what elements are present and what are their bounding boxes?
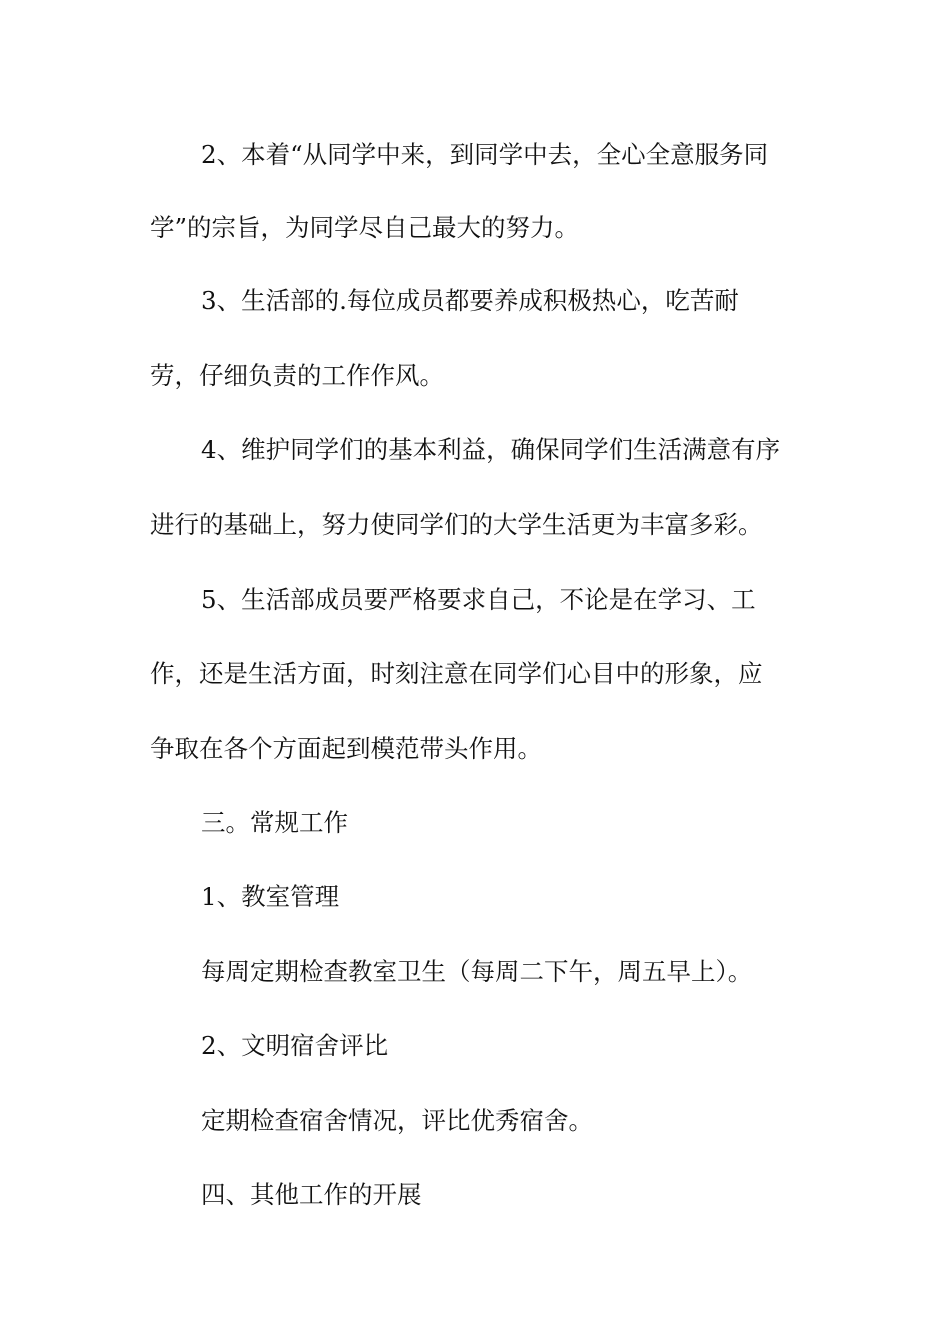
section-heading: 四、其他工作的开展: [201, 1180, 422, 1209]
subsection-heading: 2、文明宿舍评比: [201, 1031, 389, 1060]
paragraph-line: 学”的宗旨，为同学尽自己最大的努力。: [150, 213, 580, 242]
paragraph-line: 劳，仔细负责的工作作风。: [150, 361, 444, 390]
paragraph-line: 2、本着“从同学中来，到同学中去，全心全意服务同: [201, 140, 769, 169]
paragraph-line: 进行的基础上，努力使同学们的大学生活更为丰富多彩。: [150, 510, 763, 539]
paragraph-line: 定期检查宿舍情况，评比优秀宿舍。: [201, 1106, 593, 1135]
paragraph-line: 5、生活部成员要严格要求自己，不论是在学习、工: [201, 585, 756, 614]
paragraph-line: 争取在各个方面起到模范带头作用。: [150, 734, 542, 763]
paragraph-line: 作，还是生活方面，时刻注意在同学们心目中的形象，应: [150, 659, 763, 688]
paragraph-line: 每周定期检查教室卫生（每周二下午，周五早上）。: [201, 957, 753, 986]
paragraph-line: 3、生活部的.每位成员都要养成积极热心，吃苦耐: [201, 286, 739, 315]
paragraph-line: 4、维护同学们的基本利益，确保同学们生活满意有序: [201, 435, 781, 464]
section-heading: 三。常规工作: [201, 808, 348, 837]
subsection-heading: 1、教室管理: [201, 882, 340, 911]
